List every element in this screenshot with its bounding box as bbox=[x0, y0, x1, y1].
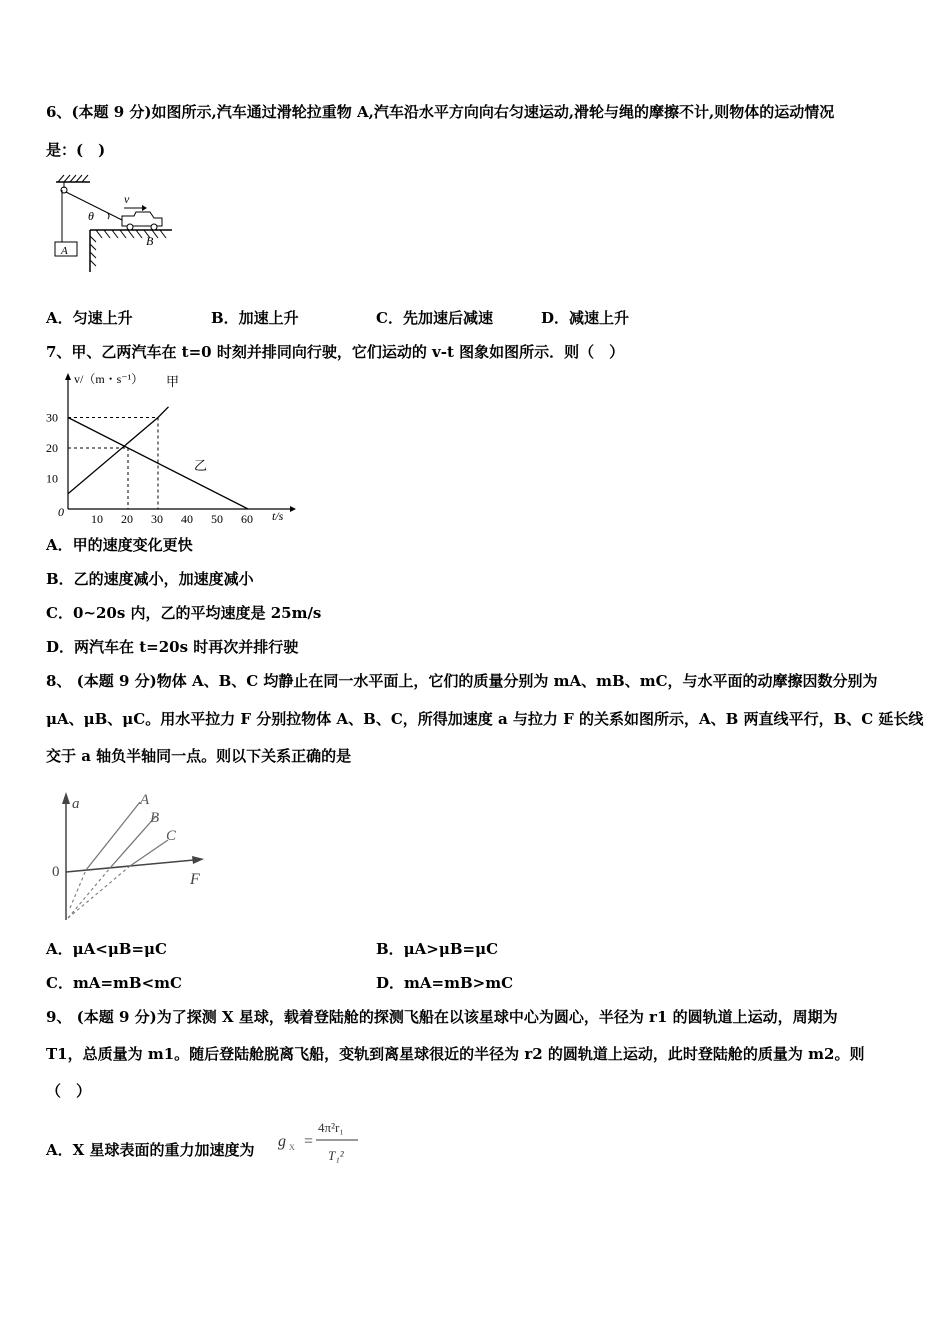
q9-option-a: A．X 星球表面的重力加速度为 bbox=[46, 1141, 255, 1159]
q9-stem-line3: （ ） bbox=[46, 1082, 92, 1100]
q8-option-b: B．μA>μB=μC bbox=[376, 940, 499, 958]
q9-formula bbox=[274, 1114, 374, 1174]
y-axis-label: v/（m・s⁻¹） bbox=[74, 372, 144, 386]
q9-stem-line1: 9、 (本题 9 分)为了探测 X 星球，载着登陆舱的探测飞船在以该星球中心为圆心，半径为 r1 的圆轨道上运动，周期为 bbox=[46, 1008, 838, 1026]
q8-stem-line3: 交于 a 轴负半轴同一点。则以下关系正确的是 bbox=[46, 747, 352, 765]
label-v: v bbox=[124, 192, 130, 206]
car-icon bbox=[122, 212, 162, 230]
q7-option-a: A．甲的速度变化更快 bbox=[46, 536, 193, 554]
q6-stem-text: (本题 9 分)如图所示,汽车通过滑轮拉重物 A,汽车沿水平方向向右匀速运动,滑轮与绳的摩擦不计,则物体的运动情况 bbox=[71, 103, 835, 121]
origin-label: 0 bbox=[58, 505, 64, 519]
x-tick-50: 50 bbox=[211, 512, 223, 526]
q8-option-a: A．μA<μB=μC bbox=[46, 940, 167, 958]
q6-stem-line2: 是：( ) bbox=[46, 141, 106, 159]
q9-stem-line2: T1，总质量为 m1。随后登陆舱脱离飞船，变轨到离星球很近的半径为 r2 的圆轨道上运动，此时登陆舱的质量为 m2。则 bbox=[46, 1045, 865, 1063]
formula-g: g bbox=[278, 1133, 286, 1150]
origin-label: 0 bbox=[52, 864, 60, 880]
q7-vt-chart bbox=[40, 366, 300, 526]
f-axis-label: F bbox=[190, 871, 200, 888]
q6-option-d: D．减速上升 bbox=[541, 309, 630, 327]
y-tick-20: 20 bbox=[46, 441, 58, 455]
line-c-label: C bbox=[166, 828, 177, 844]
label-b: B bbox=[146, 234, 154, 248]
q6-figure bbox=[50, 172, 180, 277]
x-tick-10: 10 bbox=[91, 512, 103, 526]
line-a bbox=[86, 802, 140, 870]
q7-option-c: C．0~20s 内，乙的平均速度是 25m/s bbox=[46, 604, 322, 622]
a-axis-label: a bbox=[72, 796, 80, 812]
q8-option-c: C．mA=mB<mC bbox=[46, 974, 182, 992]
q7-stem: 7、甲、乙两汽车在 t=0 时刻并排同向行驶，它们运动的 v-t 图象如图所示．则（ ） bbox=[46, 343, 625, 361]
q8-af-figure bbox=[44, 780, 214, 930]
line-b-label: B bbox=[150, 810, 160, 826]
q7-option-b: B．乙的速度减小，加速度减小 bbox=[46, 570, 254, 588]
formula-denominator: T₁² bbox=[328, 1148, 344, 1163]
formula-numerator: 4π²r₁ bbox=[318, 1120, 344, 1135]
y-tick-10: 10 bbox=[46, 471, 58, 486]
q6-number: 6、 bbox=[46, 103, 72, 121]
formula-g-sub: X bbox=[289, 1143, 295, 1152]
q8-option-d: D．mA=mB>mC bbox=[376, 974, 514, 992]
line-a-label: A bbox=[140, 792, 150, 808]
x-tick-30: 30 bbox=[151, 512, 163, 526]
x-tick-60: 60 bbox=[241, 512, 253, 526]
q8-stem-line2: μA、μB、μC。用水平拉力 F 分别拉物体 A、B、C，所得加速度 a 与拉力 F 的关系如图所示，A、B 两直线平行，B、C 延长线 bbox=[46, 710, 924, 728]
y-tick-30: 30 bbox=[46, 410, 58, 425]
q6-option-b: B．加速上升 bbox=[211, 309, 299, 327]
q6-option-c: C．先加速后减速 bbox=[376, 309, 493, 327]
formula-eq: = bbox=[304, 1133, 314, 1150]
q6-option-a: A．匀速上升 bbox=[46, 309, 133, 327]
series-line-0 bbox=[68, 407, 169, 494]
x-axis-label: t/s bbox=[272, 509, 284, 523]
label-theta: θ bbox=[88, 209, 94, 223]
series-jia-label: 甲 bbox=[166, 374, 180, 389]
line-c bbox=[130, 840, 168, 866]
label-a: A bbox=[61, 245, 68, 257]
q8-stem-line1: 8、 (本题 9 分)物体 A、B、C 均静止在同一水平面上，它们的质量分别为 mA、mB、mC，与水平面的动摩擦因数分别为 bbox=[46, 672, 878, 690]
series-yi-label: 乙 bbox=[194, 458, 208, 473]
q6-stem-line1 bbox=[46, 102, 834, 122]
x-tick-20: 20 bbox=[121, 512, 133, 526]
x-tick-40: 40 bbox=[181, 512, 193, 526]
q7-option-d: D．两汽车在 t=20s 时再次并排行驶 bbox=[46, 638, 299, 656]
